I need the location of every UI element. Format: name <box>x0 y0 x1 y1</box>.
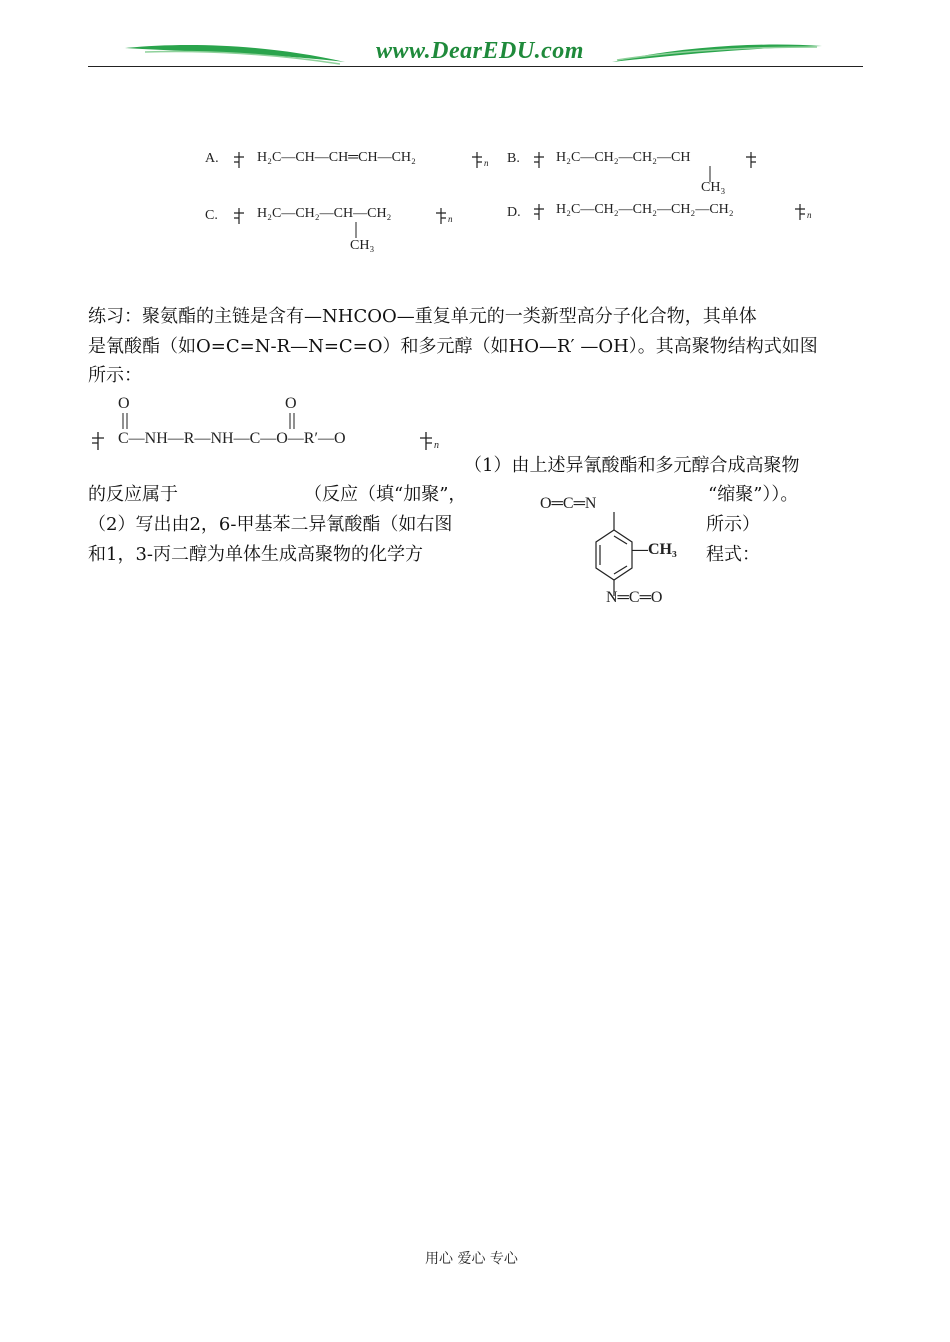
question-2-part-3: 和1，3-丙二醇为单体生成高聚物的化学方 <box>88 544 423 565</box>
answer-blank[interactable] <box>200 480 300 506</box>
option-d-label: D. <box>507 205 521 220</box>
page-header <box>0 0 950 80</box>
bracket-close-icon <box>744 151 758 169</box>
exercise-line-1: 练习：聚氨酯的主链是含有—NHCOO—重复单元的一类新型高分子化合物，其单体 <box>88 306 757 327</box>
option-c-branch: CH₃ <box>350 238 375 253</box>
page-footer: 用心 爱心 专心 <box>425 1251 518 1267</box>
option-b-label: B. <box>507 151 520 166</box>
option-c-label: C. <box>205 208 218 223</box>
tdi-bottom-group: N═C═O <box>606 589 663 606</box>
polymer-subscript: n <box>434 440 439 451</box>
option-d-chain: H₂C—CH₂—CH₂—CH₂—CH₂ <box>556 202 734 217</box>
question-1-part-4: “缩聚”））。 <box>708 484 799 505</box>
site-logo-text[interactable]: www.DearEDU.com <box>376 38 584 64</box>
question-1-part-1: （1）由上述异氰酸酯和多元醇合成高聚物 <box>464 455 800 476</box>
exercise-line-3: 所示： <box>88 365 142 386</box>
exercise-line-2: 是氰酸酯（如O=C=N-R—N=C=O）和多元醇（如HO—R′ —OH）。其高聚物结构式如图 <box>88 336 818 357</box>
tdi-top-group: O═C═N <box>540 495 597 512</box>
question-1-part-3: （反应（填“加聚”， <box>304 484 467 505</box>
left-swoosh-icon <box>125 38 345 68</box>
polymer-oxygen-2: O <box>285 395 297 412</box>
option-d-subscript: n <box>807 210 812 220</box>
option-b-chain: H₂C—CH₂—CH₂—CH <box>556 150 691 165</box>
bracket-open-icon <box>532 203 546 221</box>
option-a-chain: H₂C—CH—CH═CH—CH₂ <box>257 150 416 165</box>
option-a-label: A. <box>205 151 219 166</box>
bond-line <box>354 222 358 238</box>
bracket-close-icon <box>470 151 484 169</box>
double-bond-line <box>118 413 132 429</box>
option-c-chain: H₂C—CH₂—CH—CH₂ <box>257 206 392 221</box>
right-swoosh-icon <box>612 38 822 68</box>
bracket-open-icon <box>90 431 106 451</box>
bracket-open-icon <box>232 151 246 169</box>
polymer-chain: C—NH—R—NH—C—O—R′—O <box>118 430 346 447</box>
question-2-part-1: （2）写出由2，6-甲基苯二异氰酸酯（如右图 <box>88 514 453 535</box>
double-bond-line <box>285 413 299 429</box>
question-2-part-2: 所示） <box>706 514 760 535</box>
tdi-methyl: —CH₃ <box>632 541 677 558</box>
option-b-branch: CH₃ <box>701 180 726 195</box>
option-a-subscript: n <box>484 158 489 168</box>
bracket-close-icon <box>418 431 434 451</box>
bracket-open-icon <box>232 207 246 225</box>
bracket-close-icon <box>434 207 448 225</box>
bracket-open-icon <box>532 151 546 169</box>
benzene-ring-icon <box>570 512 640 598</box>
option-c-subscript: n <box>448 214 453 224</box>
header-rule <box>88 66 863 67</box>
polymer-oxygen-1: O <box>118 395 130 412</box>
question-2-part-4: 程式： <box>706 544 760 565</box>
question-1-part-2: 的反应属于 <box>88 484 178 505</box>
bracket-close-icon <box>793 203 807 221</box>
